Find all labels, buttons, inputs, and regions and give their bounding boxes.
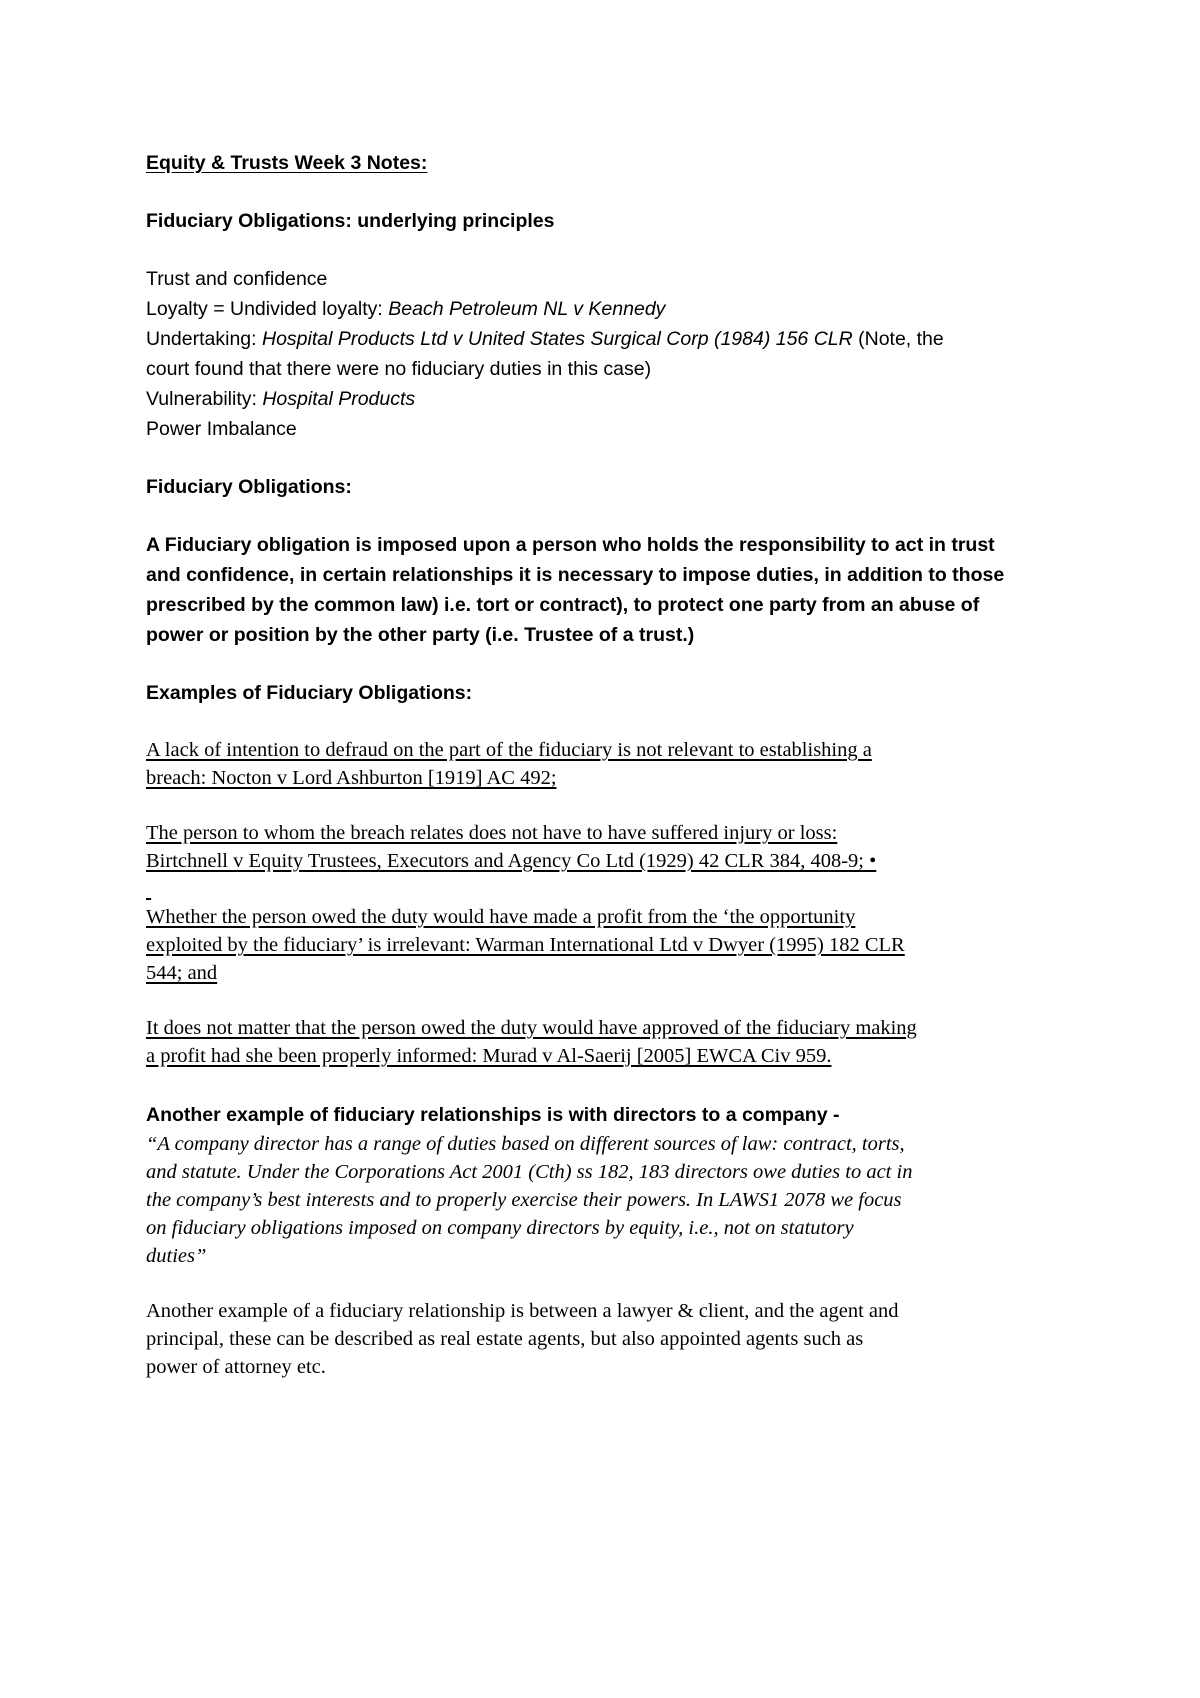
quote-line: and statute. Under the Corporations Act 2001 (Cth) ss 182, 183 directors owe duties to act in [146, 1161, 913, 1183]
example-warman [146, 903, 1076, 987]
section-heading-directors: Another example of fiduciary relationships is with directors to a company - [146, 1104, 840, 1126]
spacer [146, 236, 1076, 264]
undertaking-note: (Note, the [852, 328, 944, 350]
lawyer-client-paragraph [146, 1297, 1076, 1381]
spacer [146, 650, 1076, 678]
vulnerability-line [146, 384, 1076, 414]
example-line: exploited by the fiduciary’ is irrelevant: Warman International Ltd v Dwyer (1995) 182 CLR [146, 934, 905, 956]
paragraph-line: and confidence, in certain relationships it is necessary to impose duties, in addition to those [146, 564, 1005, 586]
document-page [146, 148, 1076, 1381]
loyalty-case: Beach Petroleum NL v Kennedy [388, 298, 666, 320]
quote-line: the company’s best interests and to properly exercise their powers. In LAWS1 2078 we focus [146, 1189, 902, 1211]
paragraph-line: principal, these can be described as real estate agents, but also appointed agents such as [146, 1328, 864, 1350]
spacer [146, 178, 1076, 206]
undertaking-label: Undertaking: [146, 328, 262, 350]
power-imbalance-line: Power Imbalance [146, 418, 297, 440]
example-line: breach: Nocton v Lord Ashburton [1919] AC 492; [146, 767, 557, 789]
loyalty-label: Loyalty = Undivided loyalty: [146, 298, 389, 320]
example-line: It does not matter that the person owed the duty would have approved of the fiduciary making [146, 1017, 917, 1039]
paragraph-line: power of attorney etc. [146, 1356, 326, 1378]
spacer [146, 1270, 1076, 1297]
quote-line: “A company director has a range of duties based on different sources of law: contract, torts, [146, 1133, 905, 1155]
undertaking-note-continued: court found that there were no fiduciary duties in this case) [146, 358, 652, 380]
quote-line: on fiduciary obligations imposed on company directors by equity, i.e., not on statutory [146, 1217, 854, 1239]
undertaking-line [146, 324, 1076, 354]
loyalty-line [146, 294, 1076, 324]
directors-quote [146, 1130, 1076, 1270]
example-trailing-mark [146, 875, 1076, 903]
example-line: The person to whom the breach relates does not have to have suffered injury or loss: [146, 822, 838, 844]
example-line: 544; and [146, 962, 218, 984]
fiduciary-definition-paragraph [146, 530, 1076, 650]
undertaking-case: Hospital Products Ltd v United States Surgical Corp (1984) 156 CLR [261, 328, 853, 350]
section-heading-underlying-principles: Fiduciary Obligations: underlying principles [146, 210, 555, 232]
paragraph-line: prescribed by the common law) i.e. tort or contract), to protect one party from an abuse of [146, 594, 980, 616]
example-nocton [146, 736, 1076, 792]
document-title: Equity & Trusts Week 3 Notes: [146, 152, 428, 174]
spacer [146, 708, 1076, 736]
vulnerability-label: Vulnerability: [146, 388, 263, 410]
paragraph-line: A Fiduciary obligation is imposed upon a person who holds the responsibility to act in trust [146, 534, 995, 556]
section-heading-examples: Examples of Fiduciary Obligations: [146, 682, 473, 704]
trust-confidence-line: Trust and confidence [146, 268, 328, 290]
example-line: a profit had she been properly informed: Murad v Al-Saerij [2005] EWCA Civ 959. [146, 1045, 832, 1067]
spacer [146, 502, 1076, 530]
example-line: A lack of intention to defraud on the part of the fiduciary is not relevant to establishing a [146, 739, 872, 761]
example-murad [146, 1014, 1076, 1070]
spacer [146, 792, 1076, 819]
example-line: Birtchnell v Equity Trustees, Executors and Agency Co Ltd (1929) 42 CLR 384, 408-9; • [146, 850, 877, 872]
section-heading-fiduciary-obligations: Fiduciary Obligations: [146, 476, 352, 498]
spacer [146, 987, 1076, 1014]
paragraph-line: Another example of a fiduciary relationship is between a lawyer & client, and the agent and [146, 1300, 899, 1322]
vulnerability-case: Hospital Products [262, 388, 416, 410]
paragraph-line: power or position by the other party (i.e. Trustee of a trust.) [146, 624, 695, 646]
example-birtchnell [146, 819, 1076, 903]
quote-line: duties” [146, 1245, 207, 1267]
spacer [146, 1070, 1076, 1100]
spacer [146, 444, 1076, 472]
example-line: Whether the person owed the duty would have made a profit from the ‘the opportunity [146, 906, 856, 928]
